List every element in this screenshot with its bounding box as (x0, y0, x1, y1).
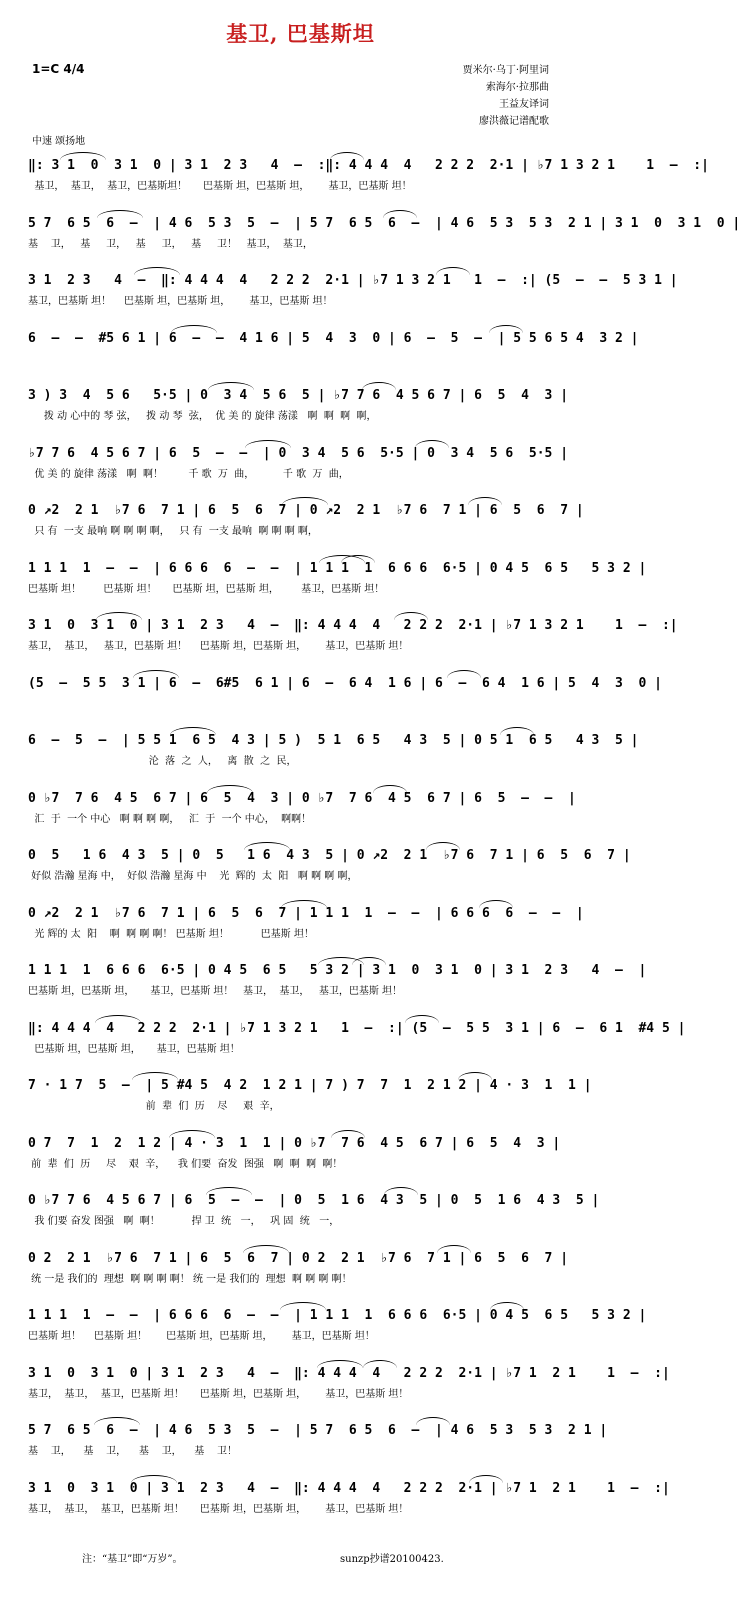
staff-line (0, 323, 639, 383)
notation-text: 0 2 2 1 ♭7 6 7 1 | 6 5 6 7 | 0 2 2 1 ♭7 6 7 1 | 6 5 6 7 | (28, 1250, 569, 1266)
slur-mark (330, 152, 364, 160)
notation-text: 0 ♭7 7 6 4 5 6 7 | 6 5 4 3 | 0 ♭7 7 6 4 5 6 7 | 6 5 – – | (28, 790, 576, 806)
staff-line (0, 668, 662, 728)
staff-line (0, 1358, 670, 1418)
staff-line (0, 955, 647, 1015)
notation-text: 3 1 2 3 4 – ‖: 4 4 4 4 2 2 2 2·1 | ♭7 1 3 2 1 1 – :| (5 – – 5 3 1 | (28, 273, 678, 288)
staff-line (0, 380, 601, 440)
lyrics-text: 基卫， 基卫， 基卫，巴基斯 坦！ 巴基斯 坦，巴基斯 坦， 基卫，巴基斯 坦！ (28, 1388, 409, 1400)
notation-text: 0 5 1 6 4 3 5 | 0 5 1 6 4 3 5 | 0 ↗2 2 1 ♭7 6 7 1 | 6 5 6 7 | (28, 848, 631, 863)
slur-mark (94, 1417, 140, 1425)
slur-mark (362, 382, 396, 390)
slur-mark (436, 267, 470, 275)
credit-lyricist: 贾米尔·乌丁·阿里词 (462, 65, 549, 76)
notation-text: 5 7 6 5 6 – | 4 6 5 3 5 – | 5 7 6 5 6 – | 4 6 5 3 5 3 2 1 | 3 1 0 3 1 0 | (28, 215, 740, 231)
lyrics-text: 我 们要 奋发 图强 啊 啊！ 捍 卫 统 一， 巩 固 统 一， (28, 1216, 340, 1227)
credits (463, 62, 549, 130)
slur-mark (468, 497, 502, 505)
slur-mark (208, 382, 254, 390)
slur-mark (317, 1360, 363, 1368)
staff-line (0, 208, 740, 268)
slur-mark (394, 612, 428, 620)
notation-text: 6 – – #5 6 1 | 6 – – 4 1 6 | 5 4 3 0 | 6 – 5 – | 5 5 6 5 4 3 2 | (28, 330, 639, 346)
slur-mark (245, 440, 291, 448)
lyrics-text: 沦 落 之 人， 离 散 之 民， (28, 756, 297, 767)
slur-mark (96, 612, 142, 620)
notation-text: 0 ↗2 2 1 ♭7 6 7 1 | 6 5 6 7 | 0 ↗2 2 1 ♭7 6 7 1 | 6 5 6 7 | (28, 503, 584, 518)
lyrics-text: 只 有 一支 最响 啊 啊 啊 啊， 只 有 一支 最响 啊 啊 啊 啊， (28, 526, 318, 537)
staff-line (0, 1415, 608, 1475)
slur-mark (170, 727, 216, 735)
slur-mark (134, 267, 180, 275)
slur-mark (458, 1072, 492, 1080)
slur-mark (244, 842, 290, 850)
lyrics-text: 基卫，巴基斯 坦！ 巴基斯 坦，巴基斯 坦， 基卫，巴基斯 坦！ (28, 296, 333, 307)
slur-mark (280, 1302, 326, 1310)
staff-line (0, 1013, 686, 1073)
footnote: 注：“基卫”即“万岁”。 (82, 1554, 183, 1565)
slur-mark (479, 900, 513, 908)
notation-text: 0 ♭7 7 6 4 5 6 7 | 6 5 – – | 0 5 1 6 4 3 5 | 0 5 1 6 4 3 5 | (28, 1193, 600, 1208)
lyrics-text: 拨 动 心中的 琴 弦， 拨 动 琴 弦， 优 美 的 旋律 荡漾 啊 啊 啊 啊， (28, 411, 377, 422)
notation-text: 1 1 1 1 6 6 6 6·5 | 0 4 5 6 5 5 3 2 | 3 1 0 3 1 0 | 3 1 2 3 4 – | (28, 963, 647, 978)
slur-mark (171, 325, 217, 333)
slur-mark (243, 1245, 289, 1253)
notation-text: 0 ↗2 2 1 ♭7 6 7 1 | 6 5 6 7 | 1 1 1 1 – – | 6 6 6 6 – – | (28, 905, 584, 921)
slur-mark (416, 1417, 450, 1425)
lyrics-text: 光 辉的 太 阳 啊 啊 啊 啊！ 巴基斯 坦！ 巴基斯 坦！ (28, 928, 314, 940)
lyrics-text (28, 351, 573, 369)
slur-mark (489, 325, 523, 333)
lyrics-text: 前 辈 们 历 尽 艰 辛， (28, 1101, 280, 1112)
notation-text: 6 – 5 – | 5 5 1 6 5 4 3 | 5 ) 5 1 6 5 4 3 5 | 0 5 1 6 5 4 3 5 | (28, 733, 639, 748)
lyrics-text: 汇 于 一个 中心 啊 啊 啊 啊， 汇 于 一个 中心， 啊啊！ (28, 813, 312, 825)
key-signature: 1=C 4/4 (32, 62, 85, 76)
slur-mark (206, 1187, 252, 1195)
staff-line (0, 1300, 647, 1360)
staff-line (0, 840, 631, 900)
staff-line (0, 1473, 670, 1533)
slur-mark (352, 957, 386, 965)
notation-text: ‖: 4 4 4 4 2 2 2 2·1 | ♭7 1 3 2 1 1 – :| (5 – 5 5 3 1 | 6 – 6 1 #4 5 | (28, 1020, 686, 1036)
lyrics-text (28, 696, 573, 714)
lyrics-text: 好似 浩瀚 星海 中， 好似 浩瀚 星海 中 光 辉的 太 阳 啊 啊 啊 啊， (28, 871, 358, 882)
notation-text: 3 1 0 3 1 0 | 3 1 2 3 4 – ‖: 4 4 4 4 2 2 2 2·1 | ♭7 1 2 1 1 – :| (28, 1480, 670, 1496)
lyrics-text: 巴基斯 坦！ 巴基斯 坦！ 巴基斯 坦，巴基斯 坦， 基卫，巴基斯 坦！ (28, 583, 385, 595)
staff-line (0, 1185, 601, 1245)
slur-mark (500, 727, 534, 735)
slur-mark (363, 1360, 397, 1368)
slur-mark (60, 152, 106, 160)
lyrics-text: 统 一是 我们的 理想 啊 啊 啊 啊！ 统 一是 我们的 理想 啊 啊 啊 啊！ (28, 1273, 352, 1285)
slur-mark (95, 1015, 141, 1023)
slur-mark (282, 497, 328, 505)
slur-mark (415, 440, 449, 448)
slur-mark (207, 785, 253, 793)
tempo-marking: 中速 颂扬地 (32, 136, 86, 147)
staff-line (0, 610, 678, 670)
notation-text: 1 1 1 1 – – | 6 6 6 6 – – | 1 1 1 1 6 6 6 6·5 | 0 4 5 6 5 5 3 2 | (28, 560, 647, 576)
lyrics-text: 基卫， 基卫， 基卫，巴基斯 坦！ 巴基斯 坦，巴基斯 坦， 基卫，巴基斯 坦！ (28, 1503, 409, 1515)
staff-line (0, 150, 709, 210)
slur-mark (132, 1072, 178, 1080)
slur-mark (469, 1475, 503, 1483)
lyrics-text: 基 卫， 基 卫， 基 卫， 基 卫！ (28, 1446, 238, 1457)
staff-line (0, 265, 678, 325)
staff-line (0, 1243, 601, 1303)
staff-line (0, 553, 647, 613)
staff-line (0, 898, 601, 958)
staff-line (0, 495, 601, 555)
staff-line (0, 438, 601, 498)
credit-translator: 王益友译词 (499, 99, 549, 110)
staff-line (0, 1128, 601, 1188)
slur-mark (426, 842, 460, 850)
slur-mark (405, 1015, 439, 1023)
slur-mark (447, 670, 481, 678)
score-title: 基卫, 巴基斯坦 (226, 21, 375, 46)
slur-mark (133, 670, 179, 678)
notation-text: 5 7 6 5 6 – | 4 6 5 3 5 – | 5 7 6 5 6 – | 4 6 5 3 5 3 2 1 | (28, 1423, 608, 1438)
lyrics-text: 巴基斯 坦，巴基斯 坦， 基卫，巴基斯 坦！ (28, 1043, 240, 1055)
lyrics-text: 基卫， 基卫， 基卫，巴基斯坦！ 巴基斯 坦，巴基斯 坦， 基卫，巴基斯 坦！ (28, 181, 412, 192)
notation-text: 3 1 0 3 1 0 | 3 1 2 3 4 – ‖: 4 4 4 4 2 2 2 2·1 | ♭7 1 3 2 1 1 – :| (28, 618, 678, 633)
notation-text: 0 7 7 1 2 1 2 | 4 · 3 1 1 | 0 ♭7 7 6 4 5 6 7 | 6 5 4 3 | (28, 1135, 561, 1151)
credit-composer: 索海尔·拉那曲 (485, 82, 549, 93)
slur-mark (383, 210, 417, 218)
staff-line (0, 1070, 601, 1130)
notation-text: 3 1 0 3 1 0 | 3 1 2 3 4 – ‖: 4 4 4 4 2 2 2 2·1 | ♭7 1 2 1 1 – :| (28, 1365, 670, 1381)
lyrics-text: 基卫， 基卫， 基卫，巴基斯 坦！ 巴基斯 坦，巴基斯 坦， 基卫，巴基斯 坦！ (28, 641, 409, 652)
lyrics-text: 基 卫， 基 卫， 基 卫， 基 卫！ 基卫， 基卫， (28, 238, 313, 250)
slur-mark (331, 1130, 365, 1138)
lyrics-text: 巴基斯 坦！ 巴基斯 坦！ 巴基斯 坦，巴基斯 坦， 基卫，巴基斯 坦！ (28, 1331, 375, 1342)
credit-transcriber: 廖洪薇记谱配歌 (479, 116, 549, 127)
slur-mark (490, 1302, 524, 1310)
notation-text: 3 ) 3 4 5 6 5·5 | 0 3 4 5 6 5 | ♭7 7 6 4 5 6 7 | 6 5 4 3 | (28, 388, 569, 403)
notation-text: 7 · 1 7 5 – | 5 #4 5 4 2 1 2 1 | 7 ) 7 7 1 2 1 2 | 4 · 3 1 1 | (28, 1078, 592, 1093)
slur-mark (97, 210, 143, 218)
slur-mark (281, 900, 327, 908)
transcriber-note: sunzp抄谱20100423. (340, 1554, 444, 1565)
slur-mark (437, 1245, 471, 1253)
notation-text: ♭7 7 6 4 5 6 7 | 6 5 – – | 0 3 4 5 6 5·5 | 0 3 4 5 6 5·5 | (28, 445, 569, 461)
notation-text: (5 – 5 5 3 1 | 6 – 6#5 6 1 | 6 – 6 4 1 6 | 6 – 6 4 1 6 | 5 4 3 0 | (28, 675, 662, 691)
staff-line (0, 725, 639, 785)
slur-mark (373, 785, 407, 793)
notation-text: 1 1 1 1 – – | 6 6 6 6 – – | 1 1 1 1 6 6 6 6·5 | 0 4 5 6 5 5 3 2 | (28, 1308, 647, 1323)
lyrics-text: 优 美 的 旋律 荡漾 啊 啊！ 千 歌 万 曲， 千 歌 万 曲， (28, 468, 349, 480)
slur-mark (169, 1130, 215, 1138)
staff-line (0, 783, 601, 843)
slur-mark (384, 1187, 418, 1195)
slur-mark (131, 1475, 177, 1483)
lyrics-text: 巴基斯 坦，巴基斯 坦， 基卫，巴基斯 坦！ 基卫， 基卫， 基卫，巴基斯 坦！ (28, 986, 403, 997)
lyrics-text: 前 辈 们 历 尽 艰 辛， 我 们要 奋发 图强 啊 啊 啊 啊！ (28, 1158, 343, 1170)
notation-text: ‖: 3 1 0 3 1 0 | 3 1 2 3 4 – :‖: 4 4 4 4 2 2 2 2·1 | ♭7 1 3 2 1 1 – :| (28, 158, 709, 173)
